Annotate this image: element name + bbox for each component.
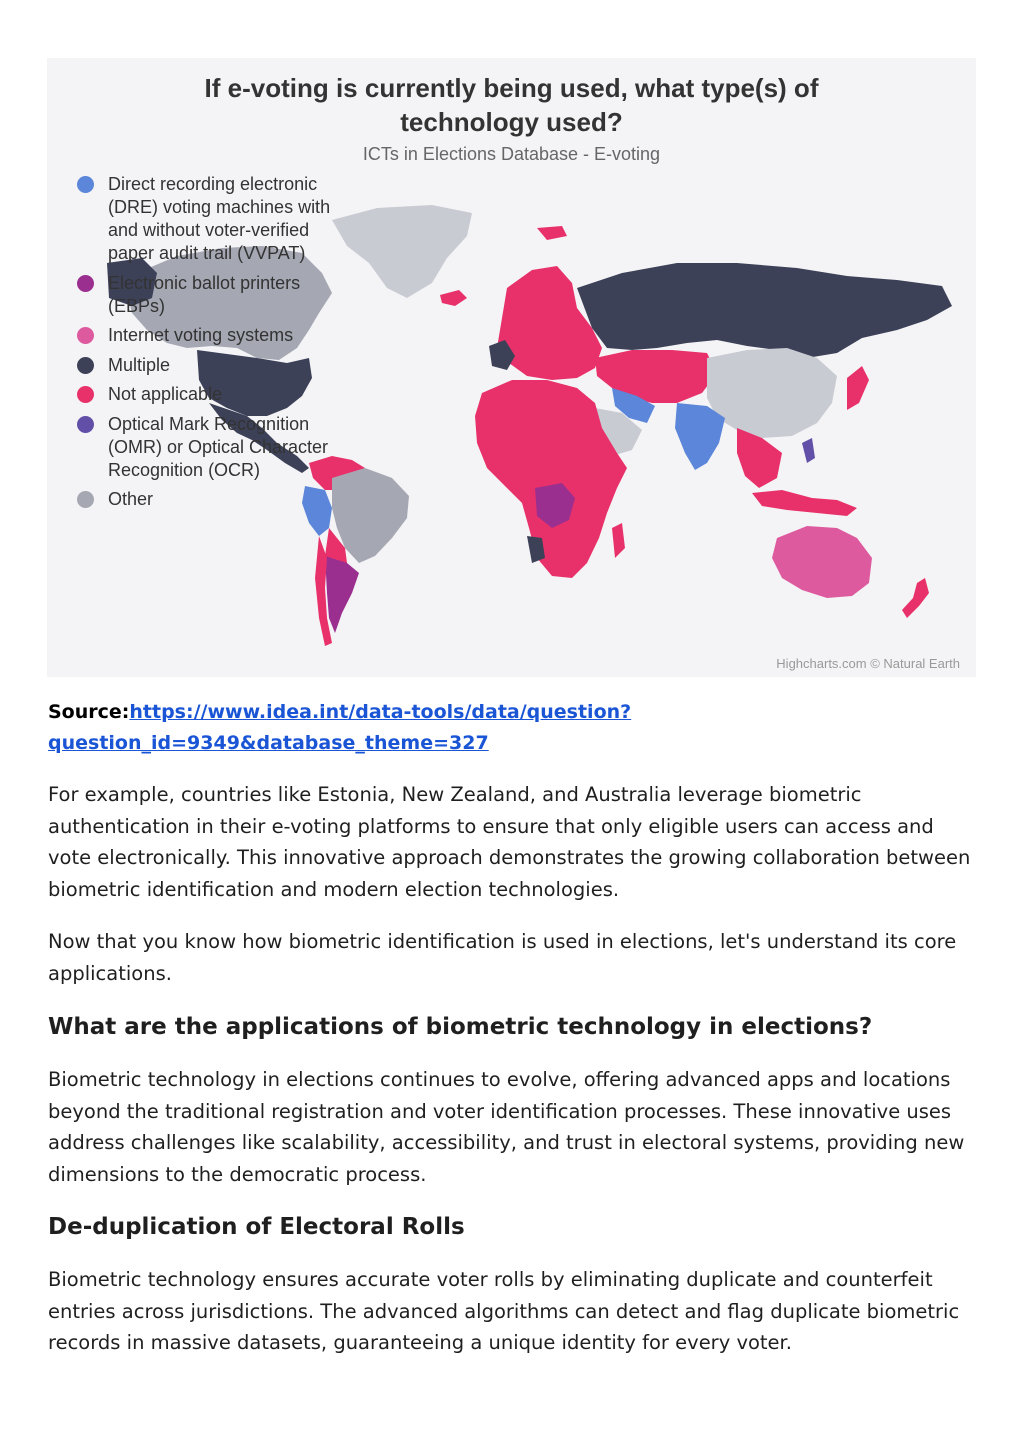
legend-dot-icon <box>77 416 94 433</box>
map-region-argentina[interactable] <box>325 556 359 633</box>
map-region-svalbard[interactable] <box>537 226 567 240</box>
map-region-india[interactable] <box>675 403 725 470</box>
legend-label: Multiple <box>108 354 171 375</box>
map-region-indonesia[interactable] <box>752 490 857 516</box>
map-region-japan[interactable] <box>847 366 869 410</box>
map-region-philippines[interactable] <box>802 438 815 463</box>
map-region-europe[interactable] <box>497 266 602 380</box>
map-region-new-zealand[interactable] <box>902 578 929 618</box>
legend-dot-icon <box>77 491 94 508</box>
legend-label: Other <box>108 489 154 509</box>
legend-item-omr[interactable] <box>77 413 357 482</box>
legend-item-other[interactable] <box>77 488 357 511</box>
figure-subtitle: ICTs in Elections Database - E-voting <box>362 144 661 164</box>
legend-label: Electronic ballot printers (EBPs) <box>108 272 301 316</box>
map-credits[interactable]: Highcharts.com © Natural Earth <box>776 656 960 671</box>
legend-dot-icon <box>77 176 94 193</box>
legend-label: Internet voting systems <box>108 325 294 345</box>
map-region-russia[interactable] <box>577 263 952 358</box>
legend-item-ebp[interactable] <box>77 272 357 318</box>
source-link[interactable]: https://www.idea.int/data-tools/data/question? question_id=9349&database_theme=327 <box>48 701 632 754</box>
legend-item-not-applicable[interactable] <box>77 383 357 406</box>
legend-item-dre[interactable] <box>77 173 357 265</box>
map-region-australia[interactable] <box>772 526 872 598</box>
paragraph-transition: Now that you know how biometric identification is used in elections, let's understand its core applications. <box>48 930 957 985</box>
legend-label: Direct recording electronic (DRE) voting machines with and without voter-verified paper audit trail (VVPAT) <box>108 174 331 263</box>
legend-label: Not applicable <box>108 384 223 404</box>
section-heading-deduplication: De-duplication of Electoral Rolls <box>48 1214 465 1240</box>
map-region-china[interactable] <box>707 348 837 438</box>
map-region-africa[interactable] <box>475 380 627 578</box>
e-voting-world-map-figure <box>47 58 976 677</box>
source-label: Source: <box>48 701 130 723</box>
legend-dot-icon <box>77 327 94 344</box>
legend-item-multiple[interactable] <box>77 354 357 377</box>
legend-item-internet[interactable] <box>77 324 357 347</box>
paragraph-applications: Biometric technology in elections continues to evolve, offering advanced apps and locations beyond the traditional registration and voter identification processes. These innovative uses address challenges like scalability, accessibility, and trust in electoral systems, providing new dimensions to the democratic process. <box>48 1068 965 1186</box>
legend-dot-icon <box>77 386 94 403</box>
legend-dot-icon <box>77 357 94 374</box>
map-region-namibia[interactable] <box>527 536 545 563</box>
legend-dot-icon <box>77 275 94 292</box>
paragraph-examples: For example, countries like Estonia, New Zealand, and Australia leverage biometric authentication in their e-voting platforms to ensure that only eligible users can access and vote electronically. This innovative approach demonstrates the growing collaboration between biometric identification and modern election technologies. <box>48 783 971 901</box>
map-region-madagascar[interactable] <box>612 523 625 558</box>
map-legend <box>77 173 357 518</box>
section-heading-applications: What are the applications of biometric technology in elections? <box>48 1014 873 1040</box>
source-citation <box>48 697 978 759</box>
figure-title: If e-voting is currently being used, what type(s) of technology used? <box>204 73 819 137</box>
legend-label: Optical Mark Recognition (OMR) or Optical Character Recognition (OCR) <box>108 413 329 480</box>
paragraph-deduplication: Biometric technology ensures accurate voter rolls by eliminating duplicate and counterfeit entries across jurisdictions. The advanced algorithms can detect and flag duplicate biometric records in massive datasets, guaranteeing a unique identity for every voter. <box>48 1268 960 1354</box>
map-region-iceland[interactable] <box>440 290 467 306</box>
